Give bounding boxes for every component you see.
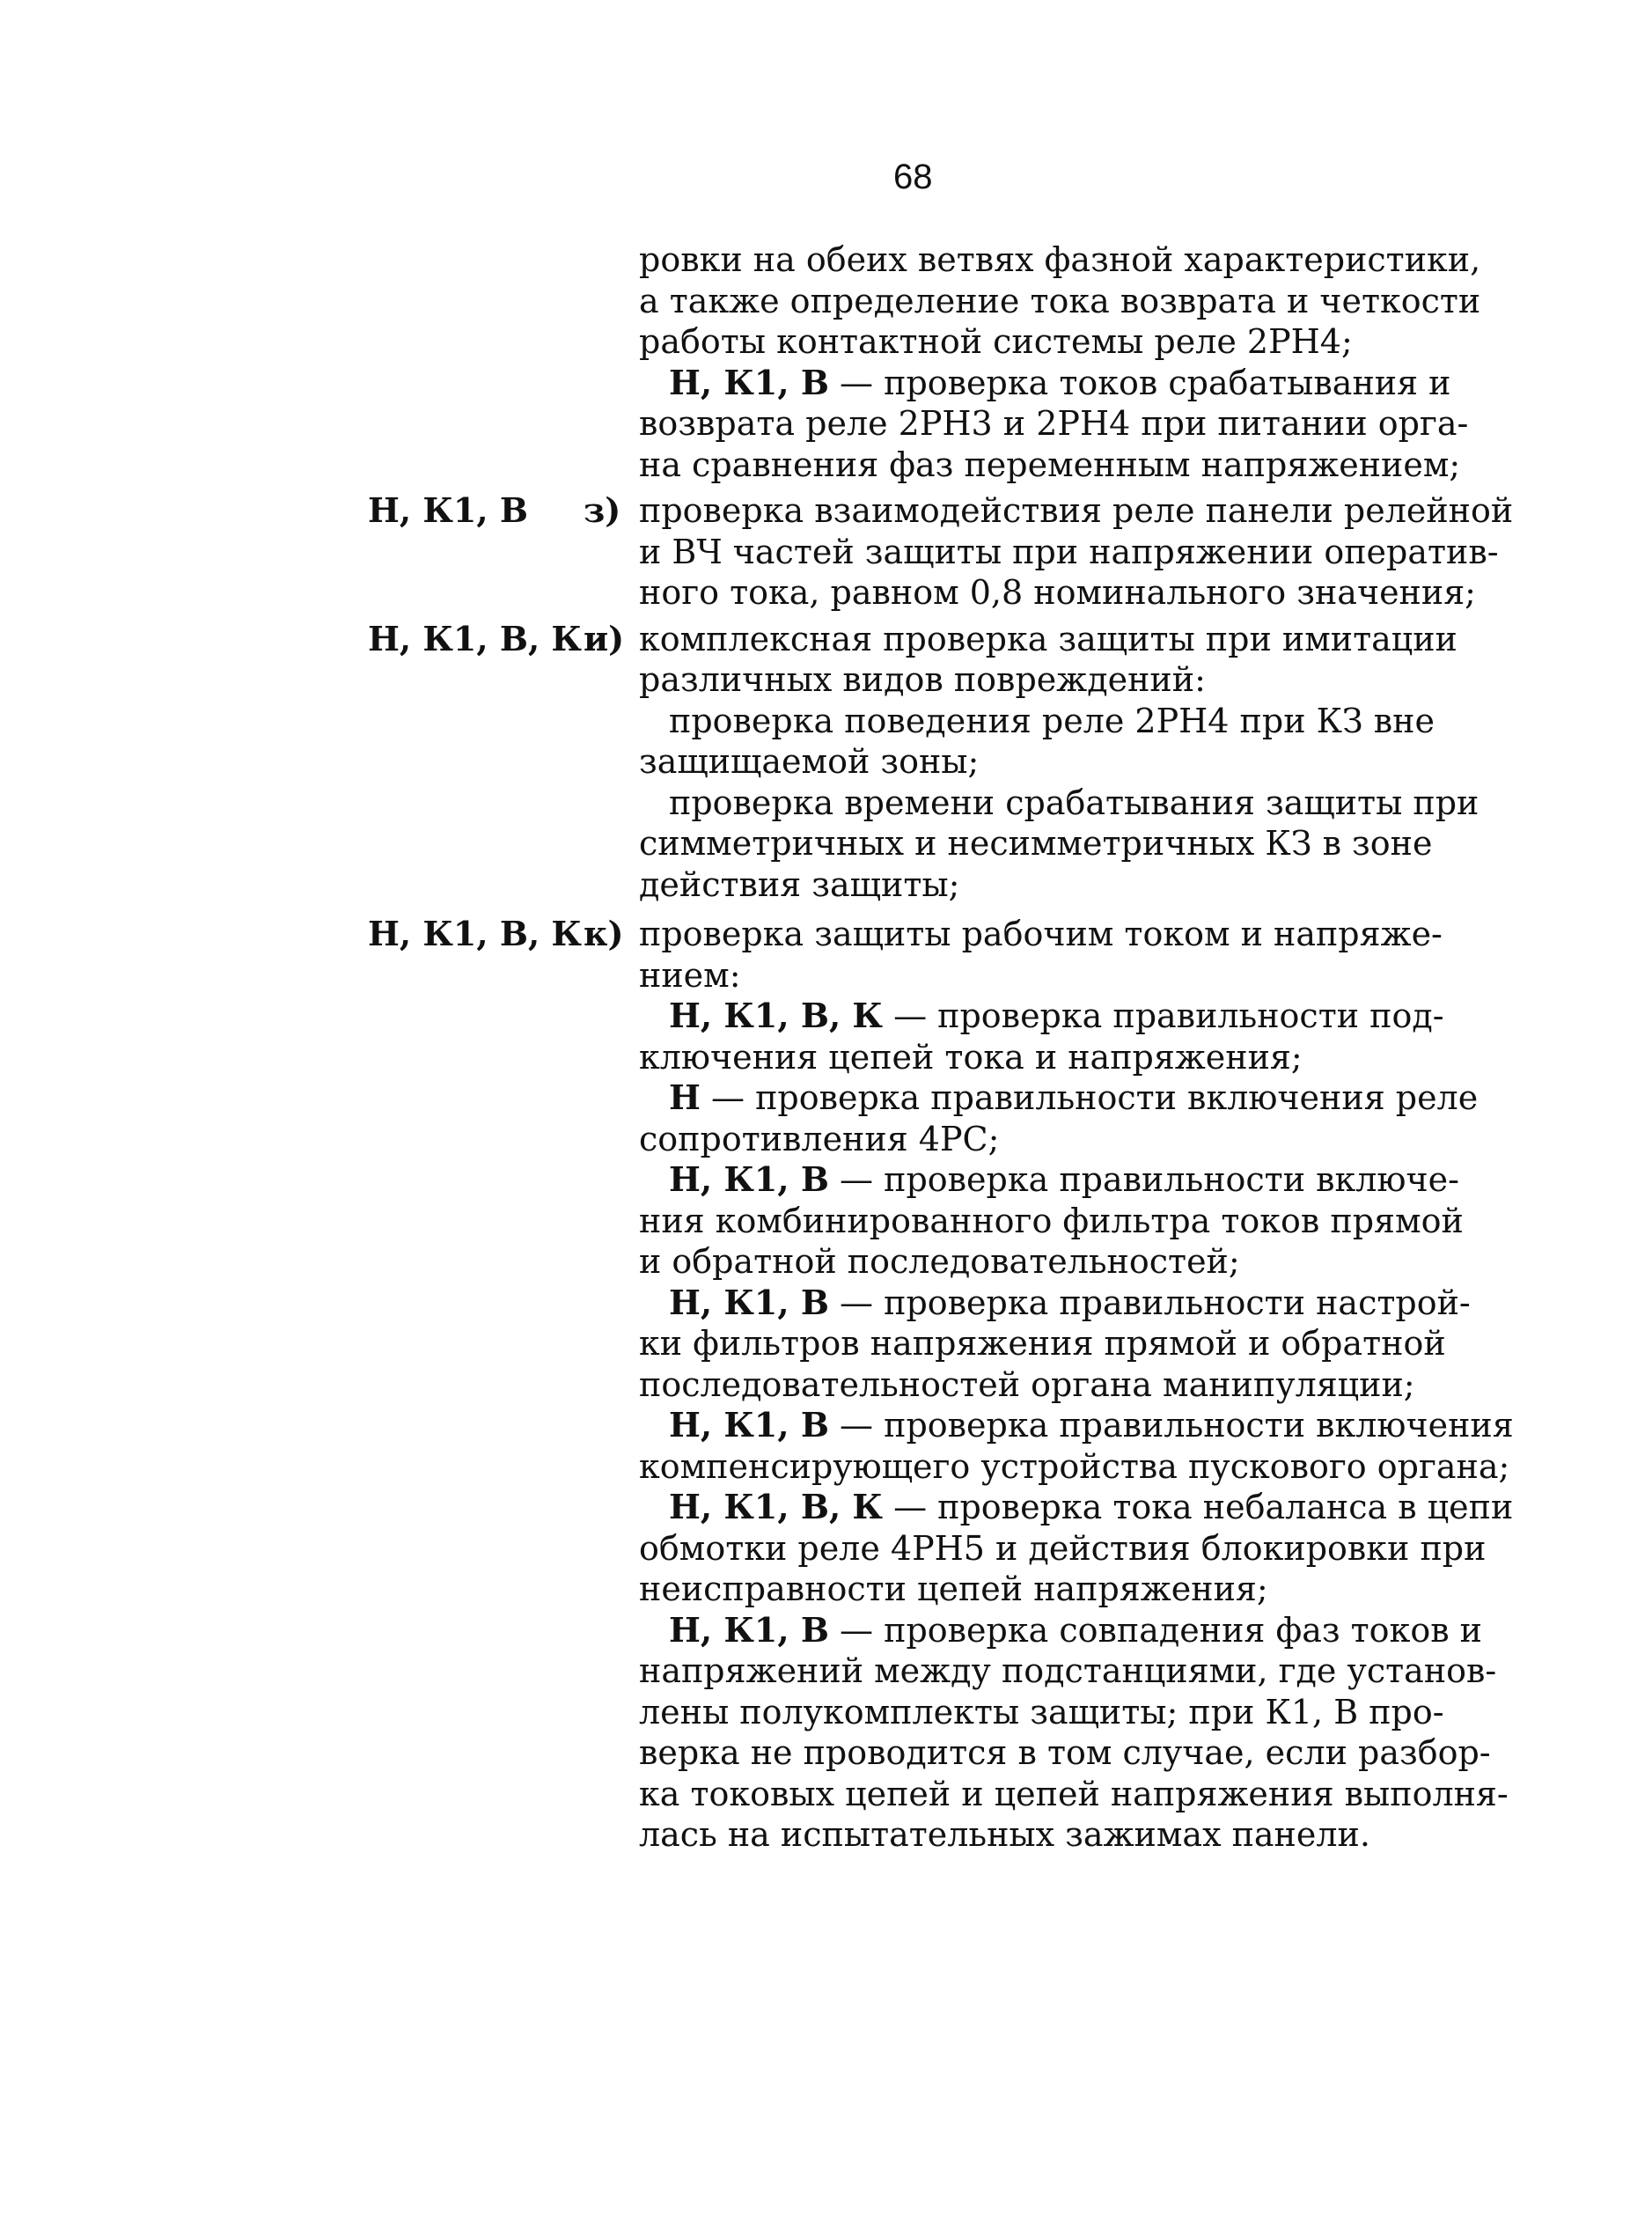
line-text: на сравнения фаз переменным напряжением; (639, 445, 1461, 484)
line-text: сопротивления 4РС; (639, 1119, 1000, 1158)
line-text: — проверка правильности под- (882, 996, 1444, 1035)
line-text: нием: (639, 955, 741, 995)
line-text: ного тока, равном 0,8 номинального значения; (639, 573, 1476, 612)
bold-prefix: Н, К1, В (669, 1609, 829, 1650)
bold-prefix: Н, К1, В (669, 362, 829, 402)
bold-prefix: Н (669, 1077, 701, 1117)
line-text: возврата реле 2РН3 и 2РН4 при питании орга- (639, 404, 1469, 443)
line-text: — проверка правильности настрой- (828, 1283, 1471, 1322)
line-text: и ВЧ частей защиты при напряжении оператив- (639, 532, 1499, 571)
line-text: напряжений между подстанциями, где установ- (639, 1651, 1497, 1690)
line-text: защищаемой зоны; (639, 742, 980, 781)
bold-prefix: Н, К1, В (669, 1282, 829, 1322)
page-number: 68 (893, 158, 933, 196)
line-text: комплексная проверка защиты при имитации (639, 619, 1457, 658)
line-text: и обратной последовательностей; (639, 1242, 1240, 1281)
line-text: а также определение тока возврата и четкости (639, 281, 1481, 320)
line-text: проверка взаимодействия реле панели релейной (639, 491, 1514, 530)
protection-code: Н, К1, В, К (368, 914, 582, 953)
protection-code: Н, К1, В (368, 490, 528, 530)
line-text: — проверка правильности включе- (828, 1160, 1459, 1199)
line-text: обмотки реле 4РН5 и действия блокировки при (639, 1528, 1487, 1568)
line-text: ки фильтров напряжения прямой и обратной (639, 1324, 1446, 1363)
line-text: — проверка совпадения фаз токов и (828, 1610, 1482, 1650)
line-text: ния комбинированного фильтра токов прямой (639, 1201, 1464, 1240)
bold-prefix: Н, К1, В (669, 1159, 829, 1199)
line-text: ровки на обеих ветвях фазной характеристики, (639, 240, 1481, 279)
protection-code: Н, К1, В, К (368, 618, 582, 658)
line-text: проверка защиты рабочим током и напряже- (639, 915, 1443, 953)
bold-prefix: Н, К1, В, К (669, 1487, 883, 1526)
line-text: лась на испытательных зажимах панели. (639, 1815, 1370, 1854)
item-letter: з) (584, 490, 621, 530)
item-letter: к) (584, 914, 624, 953)
line-text: — проверка правильности включения реле (700, 1078, 1479, 1117)
line-text: компенсирующего устройства пускового органа; (639, 1446, 1510, 1486)
item-letter: и) (584, 618, 625, 658)
line-text: лены полукомплекты защиты; при К1, В про- (639, 1692, 1444, 1731)
line-text: верка не проводится в том случае, если разбор- (639, 1733, 1491, 1772)
line-text: ка токовых цепей и цепей напряжения выполня- (639, 1774, 1509, 1813)
line-text: неисправности цепей напряжения; (639, 1570, 1268, 1608)
bold-prefix: Н, К1, В, К (669, 996, 883, 1035)
line-text: различных видов повреждений: (639, 660, 1206, 699)
line-text: проверка времени срабатывания защиты при (669, 783, 1479, 822)
line-text: проверка поведения реле 2РН4 при КЗ вне (669, 701, 1435, 740)
line-text: работы контактной системы реле 2РН4; (639, 322, 1353, 361)
line-text: — проверка токов срабатывания и (828, 363, 1451, 402)
line-text: последовательностей органа манипуляции; (639, 1364, 1415, 1404)
line-text: ключения цепей тока и напряжения; (639, 1037, 1303, 1077)
line-text: симметричных и несимметричных КЗ в зоне (639, 824, 1433, 863)
line-text: действия защиты; (639, 864, 960, 904)
bold-prefix: Н, К1, В (669, 1405, 829, 1445)
line-text: — проверка тока небаланса в цепи (882, 1488, 1514, 1526)
line-text: — проверка правильности включения (828, 1406, 1514, 1445)
